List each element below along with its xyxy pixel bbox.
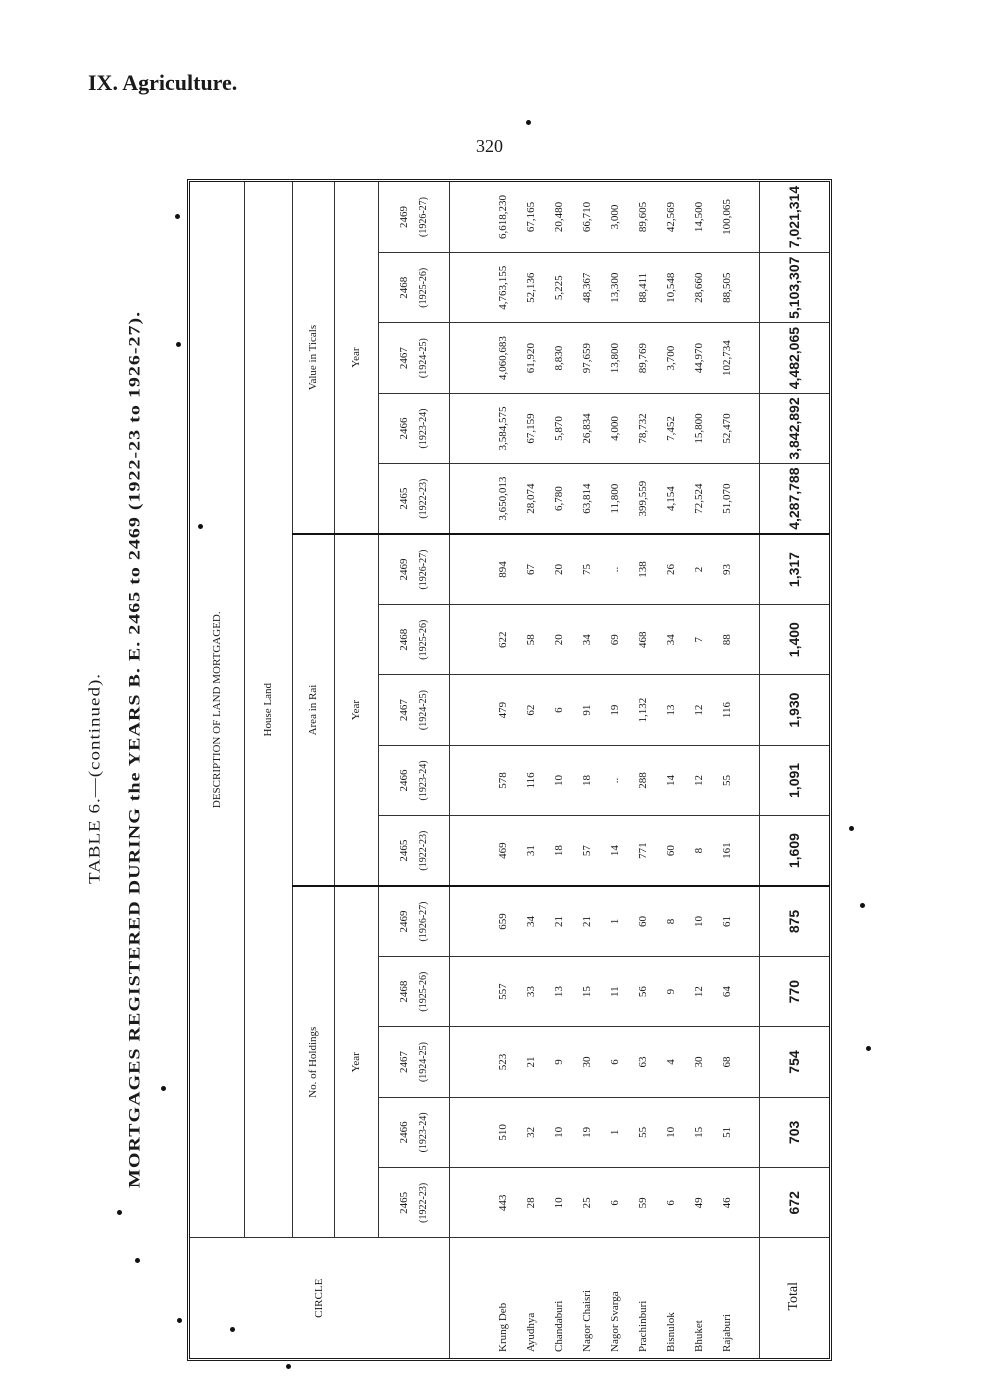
table-row [657, 182, 685, 1358]
value-cell: 4,763,155 [489, 253, 517, 323]
area-cell: 14 [657, 745, 685, 815]
total-holdings-cell: 672 [759, 1168, 829, 1238]
circle-name: Nagor Svarga [609, 1291, 621, 1352]
total-area-cell: 1,317 [759, 534, 829, 604]
holdings-cell: 61 [713, 886, 741, 956]
value-cell: 89,605 [629, 182, 657, 253]
total-area-cell: 1,930 [759, 675, 829, 745]
year-header-cell [378, 604, 449, 674]
value-cell: 3,584,575 [489, 393, 517, 463]
table-body [449, 182, 829, 1358]
year-ce: (1924-25) [418, 338, 429, 379]
value-cell: 11,800 [601, 464, 629, 534]
table-row [685, 182, 713, 1358]
holdings-cell: 557 [489, 956, 517, 1026]
value-cell: 88,411 [629, 253, 657, 323]
holdings-cell: 1 [601, 1097, 629, 1167]
value-cell: 5,870 [545, 393, 573, 463]
year-be: 2467 [398, 1051, 410, 1074]
year-ce: (1922-23) [418, 1182, 429, 1223]
value-cell: 20,480 [545, 182, 573, 253]
holdings-cell: 33 [517, 956, 545, 1026]
holdings-cell: 21 [517, 1027, 545, 1097]
value-cell: 8,830 [545, 323, 573, 393]
year-ce: (1922-23) [418, 478, 429, 519]
area-cell: 578 [489, 745, 517, 815]
year-header-row [378, 182, 449, 1358]
holdings-cell: 55 [629, 1097, 657, 1167]
area-cell: 18 [573, 745, 601, 815]
table-row [629, 182, 657, 1358]
value-cell: 78,732 [629, 393, 657, 463]
total-row [759, 182, 829, 1358]
area-cell: 479 [489, 675, 517, 745]
value-cell: 13,300 [601, 253, 629, 323]
table-row [489, 182, 517, 1358]
year-be: 2467 [398, 347, 410, 370]
circle-name: Nagor Chaisri [581, 1289, 593, 1352]
value-cell: 4,060,683 [489, 323, 517, 393]
year-be: 2469 [398, 910, 410, 933]
holdings-cell: 523 [489, 1027, 517, 1097]
value-cell: 399,559 [629, 464, 657, 534]
value-cell: 4,154 [657, 464, 685, 534]
table-row [601, 182, 629, 1358]
circle-name: Krung Deb [497, 1302, 509, 1352]
value-cell: 52,470 [713, 393, 741, 463]
year-be: 2465 [398, 487, 410, 510]
year-ce: (1926-27) [418, 549, 429, 590]
value-cell: 26,834 [573, 393, 601, 463]
year-ce: (1925-26) [418, 619, 429, 660]
area-cell: 19 [601, 675, 629, 745]
area-cell: .. [601, 745, 629, 815]
holdings-cell: 30 [685, 1027, 713, 1097]
table-subtitle: MORTGAGES REGISTERED DURING the YEARS B. E. 2465 to 2469 (1922-23 to 1926-27). [126, 310, 144, 1188]
holdings-cell: 15 [685, 1097, 713, 1167]
scan-speck [230, 1327, 235, 1332]
area-cell: 26 [657, 534, 685, 604]
circle-name: Ayudhya [525, 1312, 537, 1352]
value-cell: 97,659 [573, 323, 601, 393]
area-year-label: Year [334, 534, 378, 886]
area-group-header: Area in Rai [292, 534, 334, 886]
total-value-cell: 4,482,065 [759, 323, 829, 393]
area-cell: 14 [601, 816, 629, 886]
scan-speck [866, 1046, 871, 1051]
circle-name: Bhuket [693, 1320, 705, 1352]
circle-header: CIRCLE [190, 1238, 449, 1358]
value-cell: 67,159 [517, 393, 545, 463]
holdings-year-label: Year [334, 886, 378, 1238]
value-cell: 3,000 [601, 182, 629, 253]
year-be: 2466 [398, 769, 410, 792]
year-header-cell [378, 956, 449, 1026]
year-be: 2468 [398, 628, 410, 651]
page-number: 320 [476, 136, 503, 156]
value-cell: 10,548 [657, 253, 685, 323]
holdings-cell: 25 [573, 1168, 601, 1238]
year-be: 2466 [398, 417, 410, 440]
area-cell: 75 [573, 534, 601, 604]
area-cell: 12 [685, 745, 713, 815]
holdings-cell: 11 [601, 956, 629, 1026]
total-value-cell: 3,842,892 [759, 393, 829, 463]
year-header-cell [378, 1168, 449, 1238]
total-value-cell: 5,103,307 [759, 253, 829, 323]
value-cell: 44,970 [685, 323, 713, 393]
value-cell: 48,367 [573, 253, 601, 323]
year-header-cell [378, 886, 449, 956]
value-cell: 88,505 [713, 253, 741, 323]
holdings-group-header: No. of Holdings [292, 886, 334, 1238]
year-be: 2466 [398, 1121, 410, 1144]
table-row [713, 182, 741, 1358]
value-cell: 102,734 [713, 323, 741, 393]
table-row [517, 182, 545, 1358]
holdings-cell: 64 [713, 956, 741, 1026]
holdings-cell: 13 [545, 956, 573, 1026]
value-cell: 5,225 [545, 253, 573, 323]
area-cell: 622 [489, 604, 517, 674]
value-cell: 42,569 [657, 182, 685, 253]
year-ce: (1923-24) [418, 408, 429, 449]
value-cell: 51,070 [713, 464, 741, 534]
area-cell: 116 [713, 675, 741, 745]
holdings-cell: 10 [657, 1097, 685, 1167]
holdings-cell: 56 [629, 956, 657, 1026]
holdings-cell: 30 [573, 1027, 601, 1097]
holdings-cell: 59 [629, 1168, 657, 1238]
value-cell: 13,800 [601, 323, 629, 393]
holdings-cell: 6 [657, 1168, 685, 1238]
holdings-cell: 15 [573, 956, 601, 1026]
holdings-cell: 10 [685, 886, 713, 956]
value-group-header: Value in Ticals [292, 182, 334, 534]
year-header-cell [378, 675, 449, 745]
total-holdings-cell: 754 [759, 1027, 829, 1097]
table-title: TABLE 6.—(continued). [86, 672, 104, 884]
value-cell: 6,780 [545, 464, 573, 534]
holdings-cell: 6 [601, 1027, 629, 1097]
scan-speck [860, 903, 865, 908]
holdings-cell: 49 [685, 1168, 713, 1238]
year-ce: (1925-26) [418, 267, 429, 308]
holdings-cell: 21 [573, 886, 601, 956]
year-be: 2468 [398, 276, 410, 299]
year-be: 2465 [398, 839, 410, 862]
value-cell: 3,700 [657, 323, 685, 393]
holdings-cell: 12 [685, 956, 713, 1026]
area-cell: 8 [685, 816, 713, 886]
year-ce: (1925-26) [418, 971, 429, 1012]
holdings-cell: 1 [601, 886, 629, 956]
year-header-cell [378, 1027, 449, 1097]
holdings-cell: 9 [657, 956, 685, 1026]
scan-speck [286, 1364, 291, 1369]
area-cell: 894 [489, 534, 517, 604]
area-cell: 1,132 [629, 675, 657, 745]
holdings-cell: 659 [489, 886, 517, 956]
area-cell: 12 [685, 675, 713, 745]
total-area-cell: 1,400 [759, 604, 829, 674]
value-cell: 72,524 [685, 464, 713, 534]
total-area-cell: 1,609 [759, 816, 829, 886]
value-cell: 61,920 [517, 323, 545, 393]
total-area-cell: 1,091 [759, 745, 829, 815]
area-cell: 6 [545, 675, 573, 745]
area-cell: 88 [713, 604, 741, 674]
scan-speck [161, 1086, 166, 1091]
year-header-cell [378, 182, 449, 253]
value-year-label: Year [334, 182, 378, 534]
area-cell: 34 [573, 604, 601, 674]
value-cell: 67,165 [517, 182, 545, 253]
holdings-cell: 10 [545, 1097, 573, 1167]
scan-speck [175, 214, 180, 219]
holdings-cell: 60 [629, 886, 657, 956]
house-land-header: House Land [244, 182, 292, 1238]
year-header-cell [378, 464, 449, 534]
area-cell: 468 [629, 604, 657, 674]
section-heading: IX. Agriculture. [88, 70, 238, 95]
holdings-cell: 443 [489, 1168, 517, 1238]
scan-speck [198, 524, 203, 529]
holdings-cell: 68 [713, 1027, 741, 1097]
year-ce: (1926-27) [418, 197, 429, 238]
area-cell: 60 [657, 816, 685, 886]
table-row [573, 182, 601, 1358]
area-cell: 93 [713, 534, 741, 604]
area-cell: 67 [517, 534, 545, 604]
year-ce: (1926-27) [418, 901, 429, 942]
circle-name: Bisnulok [665, 1312, 677, 1352]
year-be: 2469 [398, 206, 410, 229]
circle-name: Chandaburi [553, 1300, 565, 1352]
value-cell: 63,814 [573, 464, 601, 534]
area-cell: 55 [713, 745, 741, 815]
scan-speck [117, 1210, 122, 1215]
value-cell: 14,500 [685, 182, 713, 253]
year-ce: (1924-25) [418, 690, 429, 731]
year-ce: (1923-24) [418, 760, 429, 801]
total-label: Total [759, 1238, 829, 1358]
area-cell: 91 [573, 675, 601, 745]
value-cell: 7,452 [657, 393, 685, 463]
holdings-cell: 510 [489, 1097, 517, 1167]
holdings-cell: 28 [517, 1168, 545, 1238]
area-cell: 138 [629, 534, 657, 604]
scan-speck [177, 1318, 182, 1323]
area-cell: 13 [657, 675, 685, 745]
area-cell: 62 [517, 675, 545, 745]
scan-speck [176, 342, 181, 347]
value-cell: 15,800 [685, 393, 713, 463]
holdings-cell: 8 [657, 886, 685, 956]
area-cell: 58 [517, 604, 545, 674]
holdings-cell: 51 [713, 1097, 741, 1167]
area-cell: 7 [685, 604, 713, 674]
year-header-cell [378, 1097, 449, 1167]
holdings-cell: 19 [573, 1097, 601, 1167]
holdings-cell: 6 [601, 1168, 629, 1238]
mortgage-table [190, 182, 829, 1358]
value-cell: 6,618,230 [489, 182, 517, 253]
year-ce: (1924-25) [418, 1042, 429, 1083]
value-cell: 100,065 [713, 182, 741, 253]
area-cell: .. [601, 534, 629, 604]
year-ce: (1922-23) [418, 830, 429, 871]
table-row [545, 182, 573, 1358]
year-ce: (1923-24) [418, 1112, 429, 1153]
holdings-cell: 4 [657, 1027, 685, 1097]
value-cell: 66,710 [573, 182, 601, 253]
area-cell: 771 [629, 816, 657, 886]
area-cell: 57 [573, 816, 601, 886]
area-cell: 18 [545, 816, 573, 886]
area-cell: 288 [629, 745, 657, 815]
area-cell: 116 [517, 745, 545, 815]
area-cell: 20 [545, 604, 573, 674]
scan-speck [849, 826, 854, 831]
value-cell: 3,650,013 [489, 464, 517, 534]
scan-speck [526, 120, 531, 125]
holdings-cell: 63 [629, 1027, 657, 1097]
total-value-cell: 4,287,788 [759, 464, 829, 534]
year-header-cell [378, 253, 449, 323]
value-cell: 4,000 [601, 393, 629, 463]
year-be: 2468 [398, 980, 410, 1003]
area-cell: 31 [517, 816, 545, 886]
total-holdings-cell: 875 [759, 886, 829, 956]
year-be: 2467 [398, 699, 410, 722]
mortgage-table-rotated [190, 182, 829, 1358]
value-cell: 89,769 [629, 323, 657, 393]
holdings-cell: 32 [517, 1097, 545, 1167]
scan-speck [135, 1258, 140, 1263]
value-cell: 28,660 [685, 253, 713, 323]
circle-name: Rajaburi [721, 1314, 733, 1352]
year-header-cell [378, 816, 449, 886]
area-cell: 34 [657, 604, 685, 674]
area-cell: 469 [489, 816, 517, 886]
total-holdings-cell: 703 [759, 1097, 829, 1167]
area-cell: 20 [545, 534, 573, 604]
area-cell: 69 [601, 604, 629, 674]
area-cell: 10 [545, 745, 573, 815]
total-holdings-cell: 770 [759, 956, 829, 1026]
holdings-cell: 46 [713, 1168, 741, 1238]
value-cell: 28,074 [517, 464, 545, 534]
circle-name: Prachinburi [637, 1300, 649, 1352]
value-cell: 52,136 [517, 253, 545, 323]
holdings-cell: 10 [545, 1168, 573, 1238]
area-cell: 2 [685, 534, 713, 604]
description-header: DESCRIPTION OF LAND MORTGAGED. [190, 182, 244, 1238]
year-header-cell [378, 323, 449, 393]
year-be: 2465 [398, 1191, 410, 1214]
holdings-cell: 34 [517, 886, 545, 956]
holdings-cell: 21 [545, 886, 573, 956]
total-value-cell: 7,021,314 [759, 182, 829, 253]
year-be: 2469 [398, 558, 410, 581]
year-header-cell [378, 393, 449, 463]
year-header-cell [378, 534, 449, 604]
year-header-cell [378, 745, 449, 815]
area-cell: 161 [713, 816, 741, 886]
holdings-cell: 9 [545, 1027, 573, 1097]
